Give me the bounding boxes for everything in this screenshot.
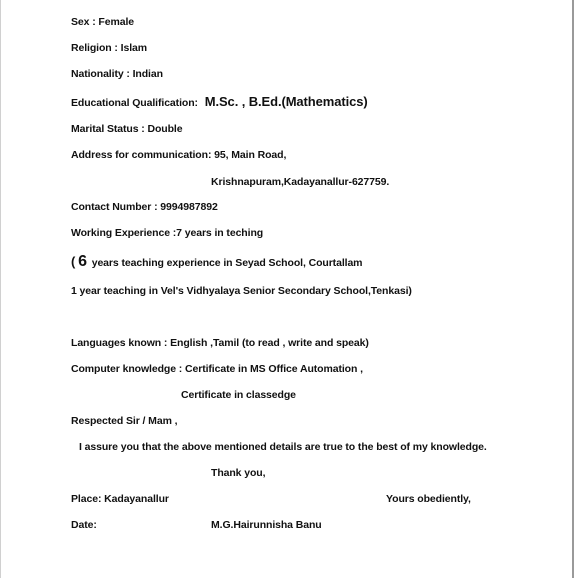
experience-years: 6 (78, 253, 87, 270)
signature-name: M.G.Hairunnisha Banu (211, 519, 322, 531)
salutation-line: Respected Sir / Mam , (71, 415, 178, 427)
religion-line: Religion : Islam (71, 42, 147, 54)
qualification-line (71, 94, 368, 109)
date-line: Date: (71, 519, 97, 531)
address-line-1: Address for communication: 95, Main Road, (71, 149, 287, 161)
computer-line-2: Certificate in classedge (181, 389, 296, 401)
sex-line: Sex : Female (71, 16, 134, 28)
declaration-line: I assure you that the above mentioned details are true to the best of my knowledge. (79, 441, 487, 453)
experience-line-2: 1 year teaching in Vel's Vidhyalaya Senior Secondary School,Tenkasi) (71, 285, 412, 297)
experience-detail-text: years teaching experience in Seyad School, Courtallam (91, 257, 363, 269)
address-line-2: Krishnapuram,Kadayanallur-627759. (211, 176, 390, 188)
qualification-label: Educational Qualification: (71, 97, 198, 109)
languages-line: Languages known : English ,Tamil (to read , write and speak) (71, 337, 369, 349)
experience-paren: ( (71, 254, 76, 269)
nationality-line: Nationality : Indian (71, 68, 163, 80)
thanks-line: Thank you, (211, 467, 266, 479)
experience-detail-line (71, 253, 362, 271)
computer-line-1: Computer knowledge : Certificate in MS Office Automation , (71, 363, 363, 375)
contact-line: Contact Number : 9994987892 (71, 201, 218, 213)
yours-line: Yours obediently, (386, 493, 471, 505)
experience-line: Working Experience :7 years in teching (71, 227, 264, 239)
qualification-value: M.Sc. , B.Ed.(Mathematics) (204, 94, 368, 109)
cropped-top-line (71, 0, 74, 4)
marital-line: Marital Status : Double (71, 123, 183, 135)
place-line: Place: Kadayanallur (71, 493, 169, 505)
